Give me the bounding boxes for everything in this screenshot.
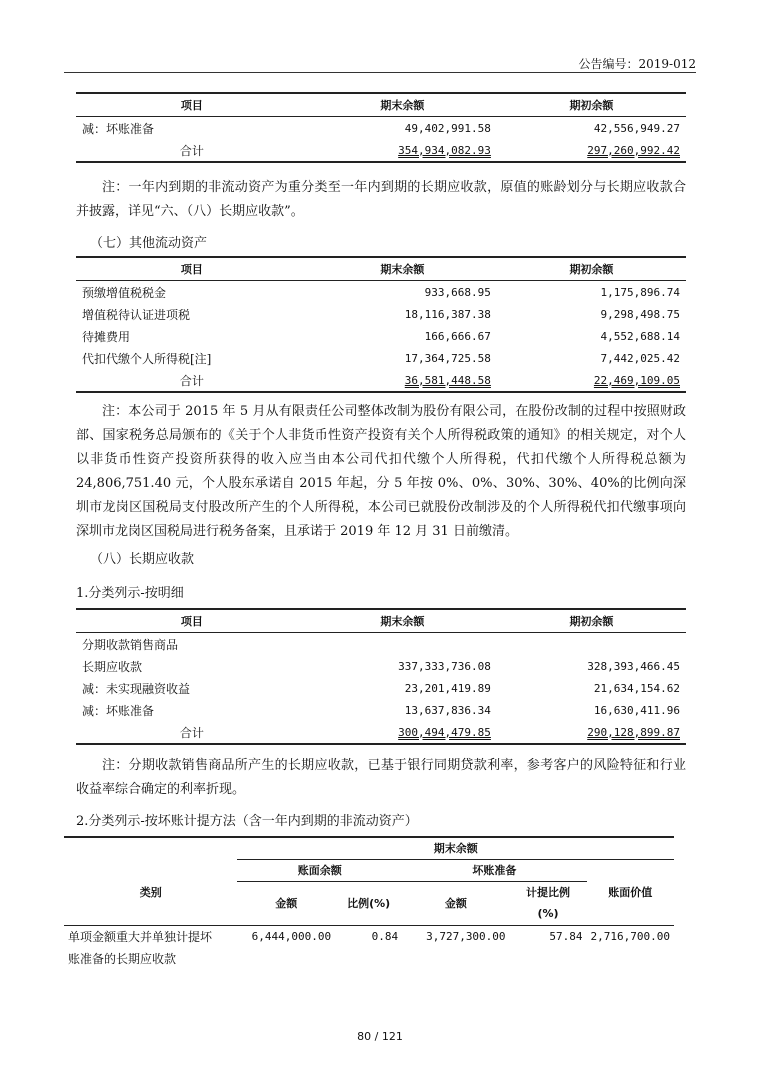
note-2: 注：本公司于 2015 年 5 月从有限责任公司整体改制为股份有限公司，在股份改制的过程中按照财政部、国家税务总局颁布的《关于个人非货币性资产投资有关个人所得税政策的通知》的相关规定，对个人以非货币性资产投资所获得的收入应当由本公司代扣代缴个人所得税，代扣代缴个人所得税总额为 24,806,751.40 元，个人股东承诺自 2015 年起，分 5 年按 0%、0%、30%、30%、40%的比例向深圳市龙岗区国税局支付股改所产生的个人所得税，本公司已就股份改制涉及的个人所得税代扣代缴事项向深圳市龙岗区国税局进行税务备案，且承诺于 2019 年 12 月 31 日前缴清。 xyxy=(76,404,686,539)
table-row: 待摊费用 166,666.67 4,552,688.14 xyxy=(82,329,680,344)
section-heading-8: （八）长期应收款 xyxy=(90,552,195,567)
page-number: 80 / 121 xyxy=(357,1030,403,1043)
table-bad-debt-method: 期末余额 类别 账面余额 坏账准备 账面价值 金额 比例(%) 金额 计提比例 (%) 单项金额重大并单独计提坏 6,444,000.00 0.84 3,727,300.00 57.84 2,716,700.00 账准备的长期应收款 xyxy=(64,836,674,969)
table-row: 单项金额重大并单独计提坏 6,444,000.00 0.84 3,727,300.00 57.84 2,716,700.00 xyxy=(68,929,670,944)
doc-code: 公告编号：2019-012 xyxy=(578,57,696,71)
header-book-value: 账面价值 xyxy=(587,859,674,925)
header-category: 类别 xyxy=(64,859,237,925)
header-bad-debt: 坏账准备 xyxy=(402,859,586,881)
col-begin: 期初余额 xyxy=(569,99,614,112)
table-row: 代扣代缴个人所得税[注] 17,364,725.58 7,442,025.42 xyxy=(82,351,680,366)
header-rule xyxy=(64,72,696,73)
table-row: 增值税待认证进项税 18,116,387.38 9,298,498.75 xyxy=(82,307,680,322)
table-row: 减：坏账准备 13,637,836.34 16,630,411.96 xyxy=(82,703,680,718)
table-other-current-assets: 项目 期末余额 期初余额 预缴增值税税金 933,668.95 1,175,896.74 增值税待认证进项税 18,116,387.38 9,298,498.75 待摊费用 166,666.67 4,552,688.14 代扣代缴个人所得税[注] 17,364,725.58 7,442,025.42 合计 36,581,448.58 22,469,109.05 xyxy=(76,256,686,393)
table-row-total: 合计 354,934,082.93 297,260,992.42 xyxy=(76,139,686,162)
note-3: 注：分期收款销售商品所产生的长期应收款，已基于银行同期贷款利率，参考客户的风险特征和行业收益率综合确定的利率折现。 xyxy=(76,758,686,797)
table-row: 长期应收款 337,333,736.08 328,393,466.45 xyxy=(82,659,680,674)
table-long-term-receivables: 项目 期末余额 期初余额 分期收款销售商品 长期应收款 337,333,736.08 328,393,466.45 减：未实现融资收益 23,201,419.89 21,634,154.62 减：坏账准备 13,637,836.34 16,630,411.96 合计 300,494,479.85 290,128,899.87 xyxy=(76,608,686,745)
table-row: 预缴增值税税金 933,668.95 1,175,896.74 xyxy=(82,285,680,300)
subheading-1: 1.分类列示-按明细 xyxy=(76,586,184,601)
col-end: 期末余额 xyxy=(380,99,425,112)
col-item: 项目 xyxy=(180,99,203,112)
header-amount-2: 金额 xyxy=(402,881,509,925)
table-row-total: 合计 36,581,448.58 22,469,109.05 xyxy=(76,369,686,392)
header-ratio: 比例(%) xyxy=(335,881,402,925)
subheading-2: 2.分类列示-按坏账计提方法（含一年内到期的非流动资产） xyxy=(76,814,418,829)
table-row: 减：未实现融资收益 23,201,419.89 21,634,154.62 xyxy=(82,681,680,696)
note-1: 注：一年内到期的非流动资产为重分类至一年内到期的长期应收款，原值的账龄划分与长期应收款合并披露，详见“六、（八）长期应收款”。 xyxy=(76,180,686,219)
table-row: 减：坏账准备 49,402,991.58 42,556,949.27 xyxy=(82,121,680,136)
header-provision-ratio: 计提比例 xyxy=(526,886,571,900)
header-provision-unit: (%) xyxy=(510,903,587,925)
header-amount: 金额 xyxy=(237,881,335,925)
section-heading-7: （七）其他流动资产 xyxy=(90,236,208,251)
table-row-total: 合计 300,494,479.85 290,128,899.87 xyxy=(76,721,686,744)
header-book-balance: 账面余额 xyxy=(237,859,402,881)
table-row: 分期收款销售商品 xyxy=(82,637,179,652)
table-receivables-tail xyxy=(76,92,686,163)
header-period-end: 期末余额 xyxy=(237,837,674,859)
